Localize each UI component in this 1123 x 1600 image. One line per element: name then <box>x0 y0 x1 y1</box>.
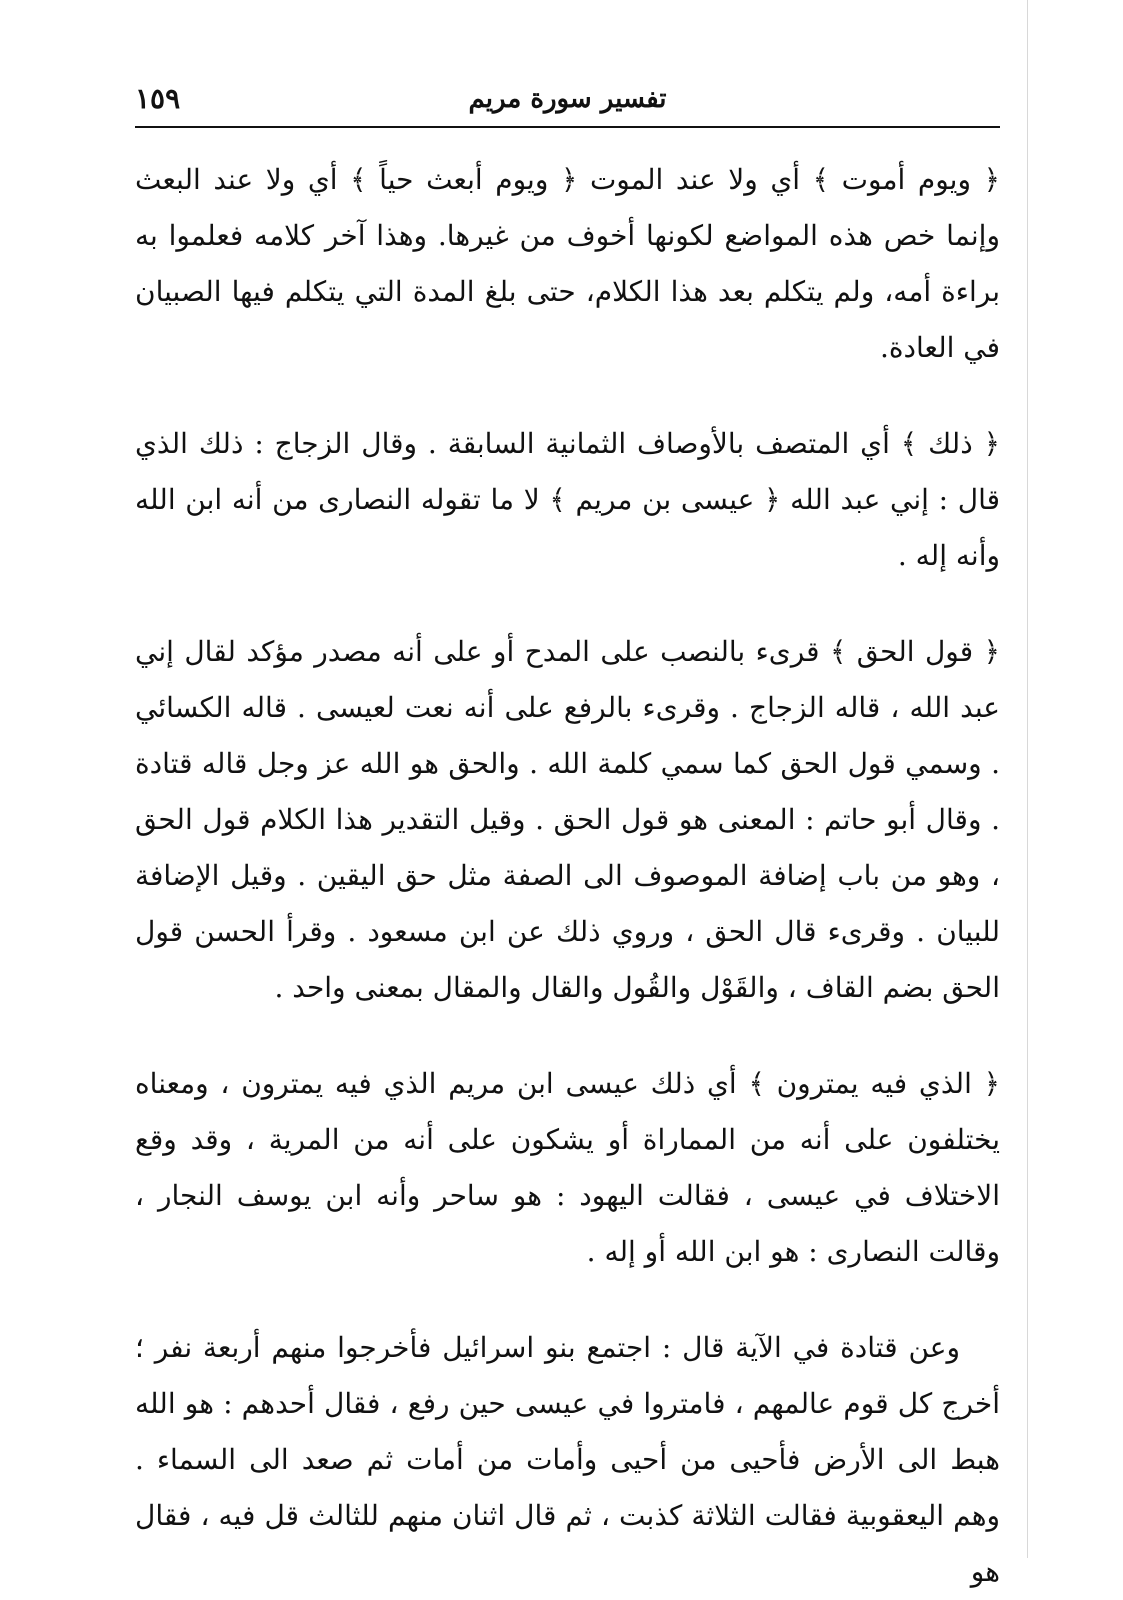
page-number: ١٥٩ <box>135 82 181 115</box>
page-header <box>135 80 1000 126</box>
paragraph-3: ﴿ قول الحق ﴾ قرىء بالنصب على المدح أو على أنه مصدر مؤكد لقال إني عبد الله ، قاله الزجاج . وقرىء بالرفع على أنه نعت لعيسى . قاله الكسائي . وسمي قول الحق كما سمي كلمة الله . والحق هو الله عز وجل قاله قتادة . وقال أبو حاتم : المعنى هو قول الحق . وقيل التقدير هذا الكلام قول الحق ، وهو من باب إضافة الموصوف الى الصفة مثل حق اليقين . وقيل الإضافة للبيان . وقرىء قال الحق ، وروي ذلك عن ابن مسعود . وقرأ الحسن قول الحق بضم القاف ، والقَوْل والقُول والقال والمقال بمعنى واحد . <box>135 635 1000 1004</box>
paragraph-2: ﴿ ذلك ﴾ أي المتصف بالأوصاف الثمانية السابقة . وقال الزجاج : ذلك الذي قال : إني عبد الله ﴿ عيسى بن مريم ﴾ لا ما تقوله النصارى من أنه ابن الله وأنه إله . <box>135 427 1000 572</box>
running-title: تفسير سورة مريم <box>468 84 667 114</box>
paragraph-1: ﴿ ويوم أموت ﴾ أي ولا عند الموت ﴿ ويوم أبعث حياً ﴾ أي ولا عند البعث وإنما خص هذه المواضع لكونها أخوف من غيرها. وهذا آخر كلامه فعلموا به براءة أمه، ولم يتكلم بعد هذا الكلام، حتى بلغ المدة التي يتكلم فيها الصبيان في العادة. <box>135 163 1000 364</box>
header-rule <box>135 126 1000 128</box>
paragraph-4: ﴿ الذي فيه يمترون ﴾ أي ذلك عيسى ابن مريم الذي فيه يمترون ، ومعناه يختلفون على أنه من المماراة أو يشكون على أنه من المرية ، وقد وقع الاختلاف في عيسى ، فقالت اليهود : هو ساحر وأنه ابن يوسف النجار ، وقالت النصارى : هو ابن الله أو إله . <box>135 1067 1000 1268</box>
body-text <box>135 152 1000 1600</box>
scan-edge-line <box>1027 0 1028 1558</box>
paragraph-5: وعن قتادة في الآية قال : اجتمع بنو اسرائيل فأخرجوا منهم أربعة نفر ؛ أخرج كل قوم عالمهم ، فامتروا في عيسى حين رفع ، فقال أحدهم : هو الله هبط الى الأرض فأحيى من أحيى وأمات من أمات ثم صعد الى السماء . وهم اليعقوبية فقالت الثلاثة كذبت ، ثم قال اثنان منهم للثالث قل فيه ، فقال هو <box>135 1331 1000 1588</box>
